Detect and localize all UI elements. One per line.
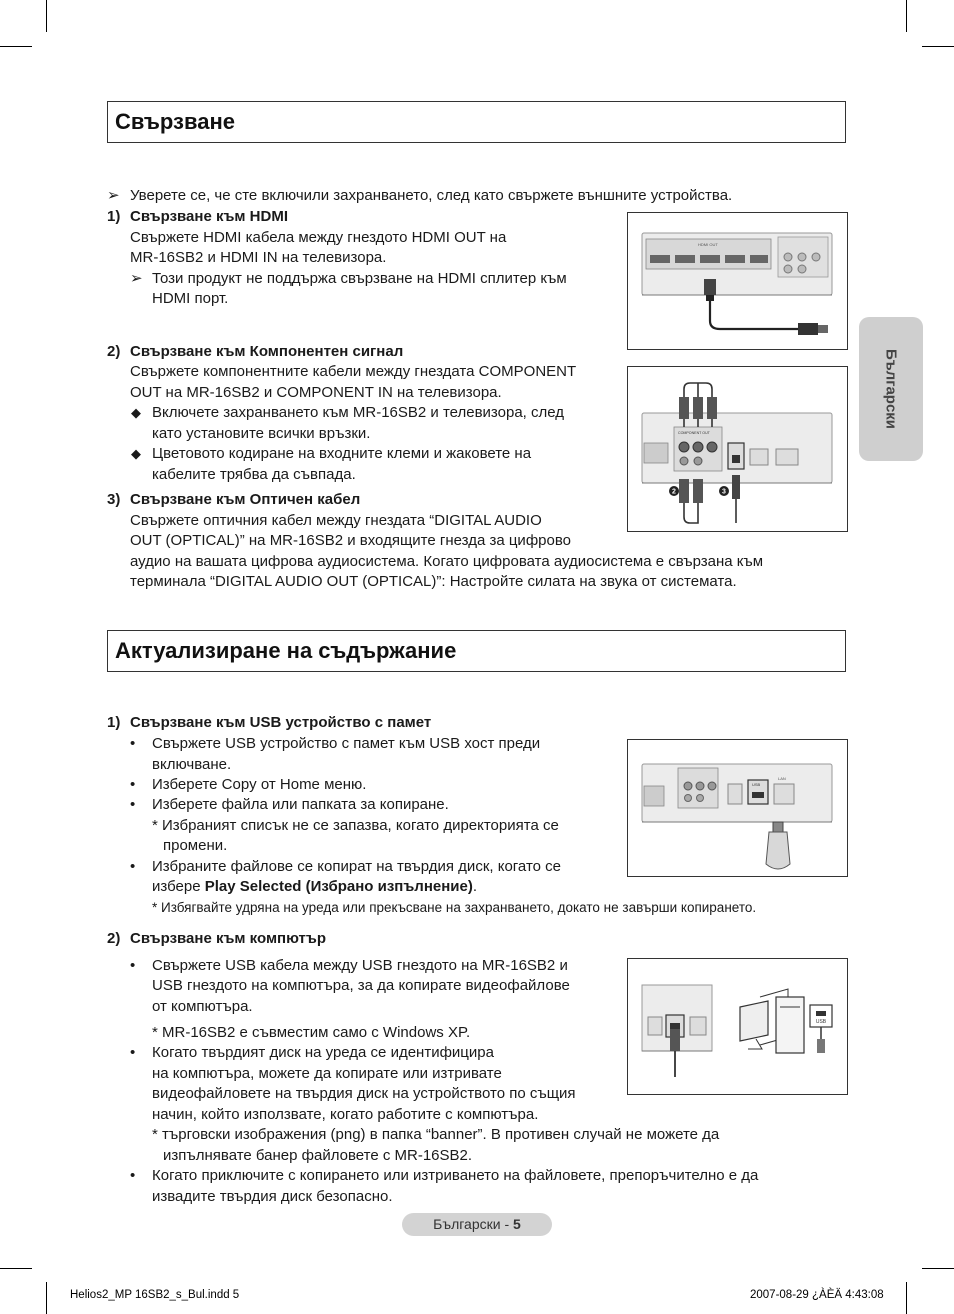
hdmi-diagram bbox=[628, 213, 846, 348]
pc-b3-bullet: • bbox=[130, 1167, 136, 1184]
pc-b3-2: извадите твърдия диск безопасно. bbox=[152, 1188, 393, 1205]
usb-b3-bullet: • bbox=[130, 796, 136, 813]
hdmi-figure bbox=[627, 212, 848, 350]
pc-diagram bbox=[628, 959, 846, 1093]
usb-b4-1: Избраните файлове се копират на твърдия диск, когато се bbox=[152, 858, 561, 875]
crop-mark bbox=[906, 0, 907, 32]
usb-b3: Изберете файла или папката за копиране. bbox=[152, 796, 449, 813]
usb-n2: * Избягвайте удряна на уреда или прекъсване на захранването, докато не завърши копирането. bbox=[152, 900, 757, 915]
component-b2-1: Цветовото кодиране на входните клеми и жаковете на bbox=[152, 445, 532, 462]
language-side-tab-label: Български bbox=[882, 348, 900, 430]
hdmi-num: 1) bbox=[107, 208, 121, 225]
footer-file: Helios2_MP 16SB2_s_Bul.indd 5 bbox=[70, 1289, 240, 1301]
usb-b2: Изберете Copy от Home меню. bbox=[152, 776, 367, 793]
usb-diagram bbox=[628, 740, 846, 875]
usb-figure bbox=[627, 739, 848, 877]
pc-b1-3: от компютъра. bbox=[152, 998, 253, 1015]
pc-b1-2: USB гнездото на компютъра, за да копирате видеофайлове bbox=[152, 977, 570, 994]
intro-text: Уверете се, че сте включили захранването, след като свържете външните устройства. bbox=[130, 187, 733, 204]
crop-mark bbox=[922, 1268, 954, 1269]
usb-b2-bullet: • bbox=[130, 776, 136, 793]
usb-port-label: USB bbox=[752, 782, 761, 787]
usb-title: Свързване към USB устройство с памет bbox=[130, 714, 432, 731]
crop-mark bbox=[906, 1282, 907, 1314]
intro-marker: ➢ bbox=[107, 187, 120, 204]
pc-b3-1: Когато приключите с копирането или изтриването на файловете, препоръчително е да bbox=[152, 1167, 759, 1184]
pc-usb-label: USB bbox=[815, 1019, 827, 1025]
pc-b1-1: Свържете USB кабела между USB гнездото на MR-16SB2 и bbox=[152, 957, 568, 974]
pc-num: 2) bbox=[107, 930, 121, 947]
component-b1-marker: ◆ bbox=[131, 405, 141, 420]
usb-b1-2: включване. bbox=[152, 756, 232, 773]
hdmi-note2: HDMI порт. bbox=[152, 290, 229, 307]
usb-b4-2 bbox=[152, 877, 477, 898]
pc-b2-bullet: • bbox=[130, 1044, 136, 1061]
hdmi-note-marker: ➢ bbox=[130, 270, 143, 287]
pc-b1-bullet: • bbox=[130, 957, 136, 974]
component-diagram bbox=[628, 367, 846, 530]
component-b2-marker: ◆ bbox=[131, 446, 141, 461]
optical-title: Свързване към Оптичен кабел bbox=[130, 491, 361, 508]
footer-date: 2007-08-29 ¿ÀÈÄ 4:43:08 bbox=[750, 1289, 884, 1301]
usb-n1-2: промени. bbox=[163, 837, 228, 854]
pc-n1: * MR-16SB2 е съвместим само с Windows XP. bbox=[152, 1024, 471, 1041]
pc-b2-1: Когато твърдият диск на уреда се идентифицира bbox=[152, 1044, 494, 1061]
usb-b4-bullet: • bbox=[130, 858, 136, 875]
crop-mark bbox=[46, 1282, 47, 1314]
usb-b4-2-pre: избере bbox=[152, 878, 205, 895]
component-b2-2: кабелите трябва да съвпада. bbox=[152, 466, 356, 483]
hdmi-out-label: HDMI OUT bbox=[698, 242, 718, 247]
component-num: 2) bbox=[107, 343, 121, 360]
crop-mark bbox=[922, 46, 954, 47]
component-line2: OUT на MR-16SB2 и COMPONENT IN на телевизора. bbox=[130, 384, 502, 401]
optical-line1: Свържете оптичния кабел между гнездата “DIGITAL AUDIO bbox=[130, 512, 542, 529]
crop-mark bbox=[46, 0, 47, 32]
component-figure bbox=[627, 366, 848, 532]
hdmi-line2: MR-16SB2 и HDMI IN на телевизора. bbox=[130, 249, 387, 266]
component-line1: Свържете компонентните кабели между гнездата COMPONENT bbox=[130, 363, 577, 380]
section-connect bbox=[107, 101, 846, 143]
pc-b2-4: начин, който използвате, когато работите с компютъра. bbox=[152, 1106, 539, 1123]
crop-mark bbox=[0, 1268, 32, 1269]
crop-mark bbox=[0, 46, 32, 47]
optical-line3: аудио на вашата цифрова аудиосистема. Когато цифровата аудиосистема е свързана към bbox=[130, 553, 764, 570]
pc-title: Свързване към компютър bbox=[130, 930, 326, 947]
hdmi-line1: Свържете HDMI кабела между гнездото HDMI OUT на bbox=[130, 229, 507, 246]
pc-b2-2: на компютъра, можете да копирате или изтривате bbox=[152, 1065, 502, 1082]
section-update bbox=[107, 630, 846, 672]
language-side-tab bbox=[859, 317, 923, 461]
pc-n2-1: * търговски изображения (png) в папка “banner”. В противен случай не можете да bbox=[152, 1126, 720, 1143]
section-title-connect: Свързване bbox=[115, 109, 235, 134]
usb-num: 1) bbox=[107, 714, 121, 731]
section-title-update: Актуализиране на съдържание bbox=[115, 638, 457, 663]
usb-b4-2-bold: Play Selected (Избрано изпълнение) bbox=[204, 878, 473, 895]
usb-n1-1: * Избраният списък не се запазва, когато директорията се bbox=[152, 817, 559, 834]
page-number bbox=[402, 1213, 552, 1236]
component-out-label: COMPONENT OUT bbox=[678, 431, 710, 435]
pc-b2-3: видеофайловете на твърдия диск на устройството по същия bbox=[152, 1085, 576, 1102]
marker-2: 2 bbox=[672, 488, 676, 496]
pc-figure bbox=[627, 958, 848, 1095]
usb-b1-1: Свържете USB устройство с памет към USB хост преди bbox=[152, 735, 541, 752]
usb-b1-bullet: • bbox=[130, 735, 136, 752]
optical-num: 3) bbox=[107, 491, 121, 508]
lan-port-label: LAN bbox=[778, 776, 786, 781]
page-label: Български - bbox=[433, 1216, 514, 1232]
component-title: Свързване към Компонентен сигнал bbox=[130, 343, 404, 360]
page-num: 5 bbox=[513, 1216, 521, 1232]
hdmi-title: Свързване към HDMI bbox=[130, 208, 289, 225]
component-b1-1: Включете захранването към MR-16SB2 и телевизора, след bbox=[152, 404, 565, 421]
component-b1-2: като установите всички връзки. bbox=[152, 425, 371, 442]
usb-b4-2-post: . bbox=[472, 878, 478, 895]
optical-line4: терминала “DIGITAL AUDIO OUT (OPTICAL)”: Настройте силата на звука от системата. bbox=[130, 573, 737, 590]
optical-line2: OUT (OPTICAL)” на MR-16SB2 и входящите гнезда за цифрово bbox=[130, 532, 571, 549]
marker-3: 3 bbox=[722, 488, 726, 496]
pc-n2-2: изпълнявате банер файловете с MR-16SB2. bbox=[163, 1147, 473, 1164]
hdmi-note1: Този продукт не поддържа свързване на HDMI сплитер към bbox=[152, 270, 567, 287]
